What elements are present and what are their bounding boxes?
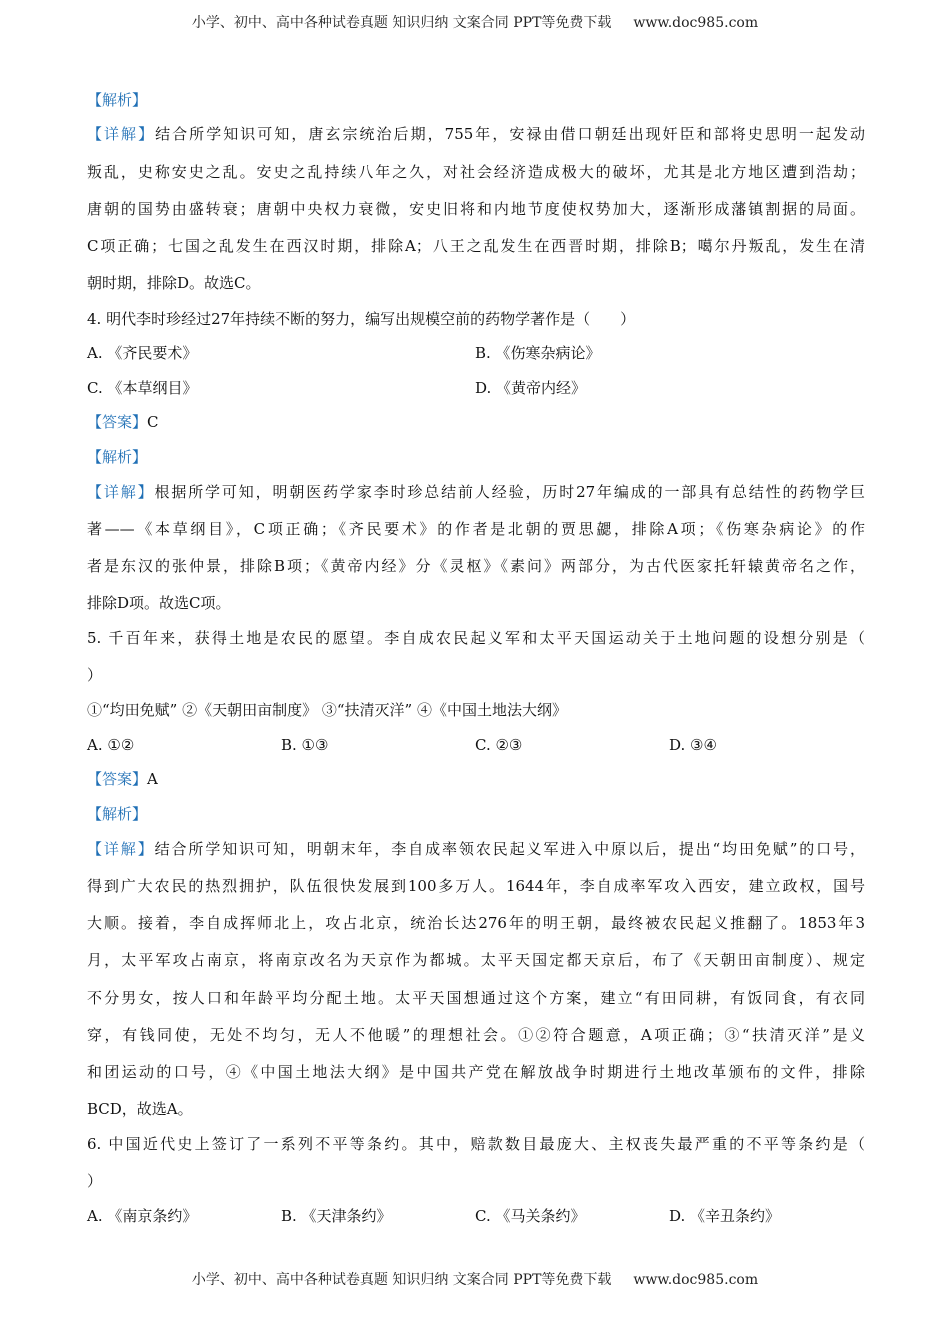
q6-option-a: A. 《南京条约》 [87, 1207, 198, 1225]
footer-text: 小学、初中、高中各种试卷真题 知识归纳 文案合同 PPT等免费下载 [191, 1272, 612, 1288]
q4-detail-line: 著——《本草纲目》，C项正确；《齐民要术》的作者是北朝的贾思勰，排除A项；《伤寒杂病论》的作 [87, 520, 865, 538]
page-header [0, 12, 950, 32]
q3-detail-line: 朝时期，排除D。故选C。 [87, 274, 261, 292]
q5-detail-line: BCD，故选A。 [87, 1100, 193, 1118]
q5-detail-line: 穿，有钱同使，无处不均匀，无人不他暖”的理想社会。①②符合题意，A项正确；③“扶清灭洋”是义 [87, 1026, 865, 1044]
q5-detail-line: 月，太平军攻占南京，将南京改名为天京作为都城。太平天国定都天京后，布了《天朝田亩制度）、规定 [87, 951, 865, 969]
q5-answer: 【答案】A [87, 770, 158, 788]
q3-analysis-label: 【解析】 [87, 91, 148, 109]
q4-answer: 【答案】C [87, 413, 159, 431]
detail-label: 【详解】 [87, 840, 155, 858]
q4-analysis-label: 【解析】 [87, 448, 148, 466]
q4-option-b: B. 《伤寒杂病论》 [475, 344, 601, 362]
q4-option-c: C. 《本草纲目》 [87, 379, 198, 397]
q5-question-cont: ） [87, 666, 103, 684]
q4-question: 4. 明代李时珍经过27年持续不断的努力，编写出规模空前的药物学著作是（ ） [87, 310, 636, 328]
detail-label: 【详解】 [87, 125, 156, 143]
q6-option-d: D. 《辛丑条约》 [669, 1207, 781, 1225]
header-text: 小学、初中、高中各种试卷真题 知识归纳 文案合同 PPT等免费下载 [191, 15, 612, 31]
q5-detail-line: 【详解】结合所学知识可知，明朝末年，李自成率领农民起义军进入中原以后，提出“均田免赋”的口号， [87, 840, 865, 858]
q6-option-b: B. 《天津条约》 [281, 1207, 392, 1225]
q5-analysis-label: 【解析】 [87, 805, 148, 823]
q5-detail-line: 不分男女，按人口和年龄平均分配土地。太平天国想通过这个方案，建立“有田同耕，有饭同食，有衣同 [87, 989, 865, 1007]
q5-detail-line: 大顺。接着，李自成挥师北上，攻占北京，统治长达276年的明王朝，最终被农民起义推翻了。1853年3 [87, 914, 865, 932]
q5-option-d: D. ③④ [669, 736, 717, 754]
q6-question: 6. 中国近代史上签订了一系列不平等条约。其中，赔款数目最庞大、主权丧失最严重的不平等条约是（ [87, 1135, 865, 1153]
q4-detail-line: 排除D项。故选C项。 [87, 594, 231, 612]
footer-url[interactable]: www.doc985.com [633, 1272, 759, 1288]
q5-option-c: C. ②③ [475, 736, 523, 754]
q3-detail-line: 【详解】结合所学知识可知，唐玄宗统治后期，755年，安禄由借口朝廷出现奸臣和部将史思明一起发动 [87, 125, 865, 143]
header-url[interactable]: www.doc985.com [633, 15, 759, 31]
q3-detail-line: C项正确；七国之乱发生在西汉时期，排除A；八王之乱发生在西晋时期，排除B；噶尔丹叛乱，发生在清 [87, 237, 865, 255]
q3-detail-line: 唐朝的国势由盛转衰；唐朝中央权力衰微，安史旧将和内地节度使权势加大，逐渐形成藩镇割据的局面。 [87, 200, 865, 218]
q4-detail-line: 者是东汉的张仲景，排除B项；《黄帝内经》分《灵枢》《素问》两部分，为古代医家托轩辕黄帝名之作， [87, 557, 865, 575]
q5-option-a: A. ①② [87, 736, 135, 754]
page-footer [0, 1269, 950, 1289]
q3-detail-line: 叛乱，史称安史之乱。安史之乱持续八年之久，对社会经济造成极大的破坏，尤其是北方地区遭到浩劫； [87, 163, 865, 181]
q5-detail-line: 得到广大农民的热烈拥护，队伍很快发展到100多万人。1644年，李自成率军攻入西安，建立政权，国号 [87, 877, 865, 895]
q5-option-b: B. ①③ [281, 736, 329, 754]
q6-question-cont: ） [87, 1172, 103, 1190]
q5-items: ①“均田免赋” ②《天朝田亩制度》 ③“扶清灭洋” ④《中国土地法大纲》 [87, 701, 567, 719]
detail-label: 【详解】 [87, 483, 155, 501]
q4-option-d: D. 《黄帝内经》 [475, 379, 587, 397]
q4-option-a: A. 《齐民要术》 [87, 344, 198, 362]
q4-detail-line: 【详解】根据所学可知，明朝医药学家李时珍总结前人经验，历时27年编成的一部具有总结性的药物学巨 [87, 483, 865, 501]
q5-question: 5. 千百年来，获得土地是农民的愿望。李自成农民起义军和太平天国运动关于土地问题的设想分别是（ [87, 629, 865, 647]
q6-option-c: C. 《马关条约》 [475, 1207, 586, 1225]
q5-detail-line: 和团运动的口号，④《中国土地法大纲》是中国共产党在解放战争时期进行土地改革颁布的文件，排除 [87, 1063, 865, 1081]
